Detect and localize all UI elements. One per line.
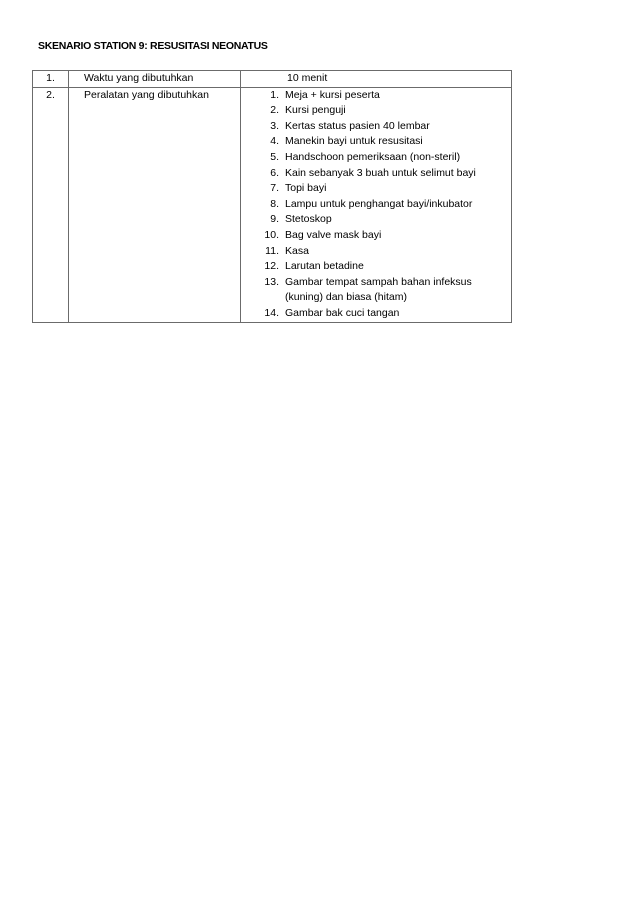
list-item [241,103,511,119]
list-item-number: 3. [270,119,279,132]
list-item-number: 14. [264,306,279,319]
row-label: Waktu yang dibutuhkan [69,71,241,88]
list-item [241,166,511,182]
table-row-equipment [33,87,512,322]
list-item [241,244,511,260]
list-item-number: 13. [264,275,279,288]
row-label: Peralatan yang dibutuhkan [69,87,241,322]
list-item-text: Gambar bak cuci tangan [285,306,400,319]
scenario-table [32,70,512,323]
list-item-text: Topi bayi [285,182,327,195]
list-item-number: 11. [265,244,279,257]
list-item [241,88,511,104]
list-item-text: Manekin bayi untuk resusitasi [285,135,423,148]
list-item-number: 10. [264,228,279,241]
list-item-text: Gambar tempat sampah bahan infeksus (kuning) dan biasa (hitam) [285,275,472,304]
list-item-number: 5. [270,150,279,163]
list-item-number: 12. [264,260,279,273]
list-item [241,197,511,213]
list-item-text: Lampu untuk penghangat bayi/inkubator [285,197,473,210]
list-item [241,228,511,244]
list-item-text: Handschoon pemeriksaan (non-steril) [285,150,461,163]
page-title: SKENARIO STATION 9: RESUSITASI NEONATUS [38,40,268,52]
list-item [241,259,511,275]
list-item-text: Kasa [285,244,309,257]
list-item-number: 6. [270,166,279,179]
list-item-number: 2. [270,104,279,117]
list-item-text: Larutan betadine [285,260,364,273]
list-item-number: 7. [270,182,279,195]
list-item-text: Kertas status pasien 40 lembar [285,119,430,132]
list-item-text: Bag valve mask bayi [285,228,382,241]
list-item-number: 8. [270,197,279,210]
list-item [241,275,511,306]
list-item [241,181,511,197]
list-item-text: Stetoskop [285,213,332,226]
list-item [241,119,511,135]
list-item-text: Meja + kursi peserta [285,88,380,101]
row-number: 1. [33,71,69,88]
list-item-text: Kain sebanyak 3 buah untuk selimut bayi [285,166,476,179]
equipment-list-cell [241,87,512,322]
table-row-time [33,71,512,88]
row-value: 10 menit [287,72,328,84]
row-number: 2. [33,87,69,322]
list-item [241,212,511,228]
list-item-text: Kursi penguji [285,104,346,117]
equipment-list [241,88,511,322]
list-item-number: 1. [270,88,279,101]
list-item [241,134,511,150]
list-item-number: 9. [270,213,279,226]
list-item [241,306,511,322]
list-item [241,150,511,166]
list-item-number: 4. [270,135,279,148]
row-value-cell [241,71,512,88]
